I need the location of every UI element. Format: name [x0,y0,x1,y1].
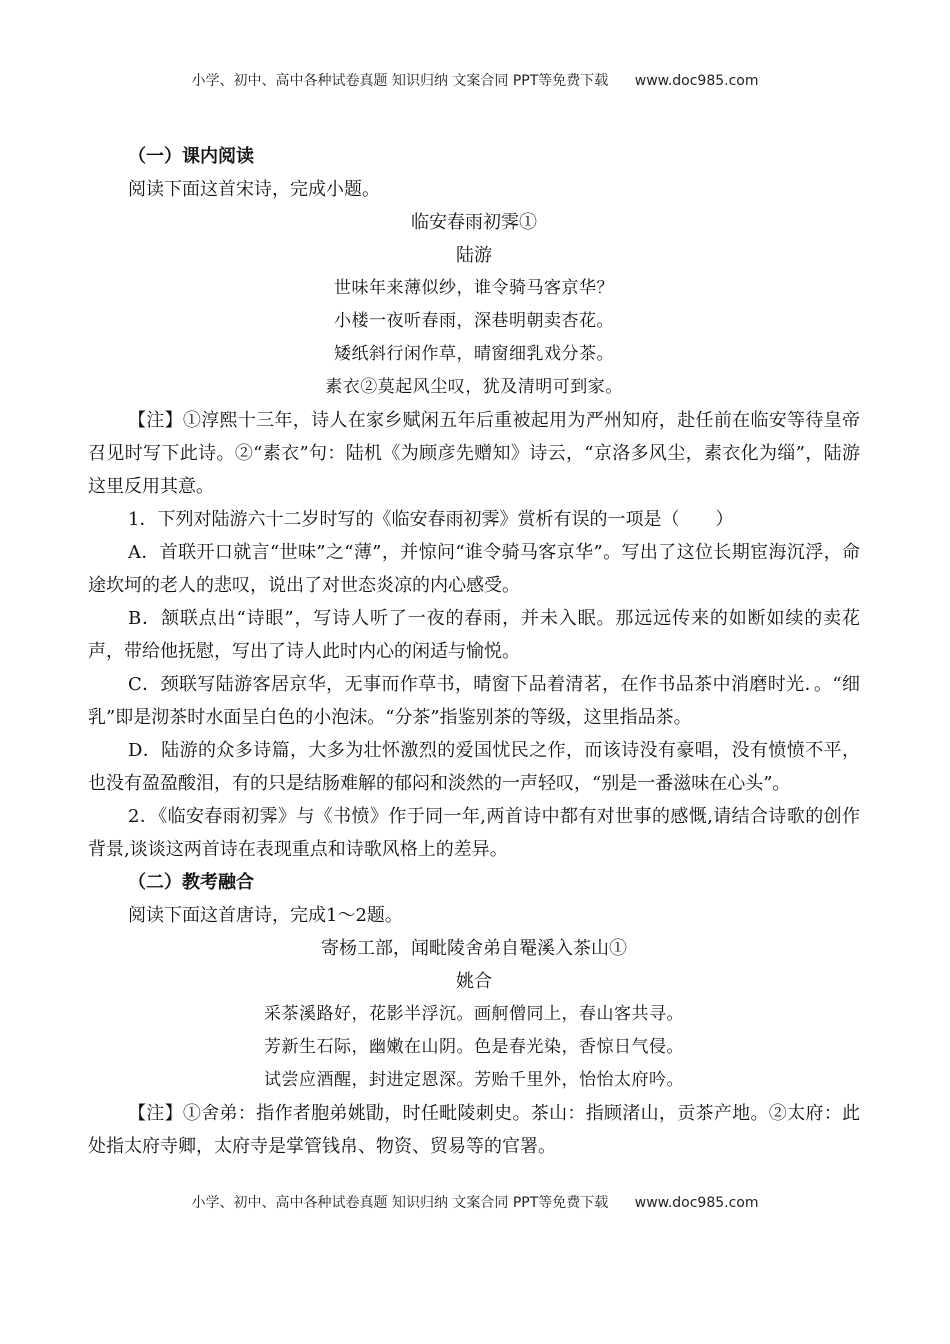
footer-text: 小学、初中、高中各种试卷真题 知识归纳 文案合同 PPT等免费下载 [191,1195,609,1211]
poem1-note: 【注】①淳熙十三年，诗人在家乡赋闲五年后重被起用为严州知府，赴任前在临安等待皇帝召见时写下此诗。②“素衣”句：陆机《为顾彦先赠知》诗云，“京洛多风尘，素衣化为缁”，陆游这里反用其意。 [88,410,860,497]
section1-heading: （一）课内阅读 [128,146,254,167]
page-header [0,70,950,90]
section2-heading: （二）教考融合 [128,872,254,893]
header-url[interactable]: www.doc985.com [634,73,759,89]
option-c: C．颈联写陆游客居京华，无事而作草书，晴窗下品着清茗，在作书品茶中消磨时光．。“细乳”即是沏茶时水面呈白色的小泡沫。“分茶”指鉴别茶的等级，这里指品茶。 [88,674,860,728]
poem2-line: 芳新生石际，幽嫩在山阴。色是春光染，香惊日气侵。 [264,1037,684,1057]
section1-intro: 阅读下面这首宋诗，完成小题。 [128,179,380,200]
poem1-title: 临安春雨初霁① [411,212,537,233]
document-body [88,140,860,1163]
poem1-line: 小楼一夜听春雨，深巷明朝卖杏花。 [334,311,614,331]
poem1-line: 世味年来薄似纱，谁令骑马客京华？ [334,278,614,298]
question-2: 2．《临安春雨初霁》与《书愤》作于同一年,两首诗中都有对世事的感慨,请结合诗歌的创作背景,谈谈这两首诗在表现重点和诗歌风格上的差异。 [88,806,860,860]
poem2-line: 采茶溪路好，花影半浮沉。画舸僧同上，春山客共寻。 [264,1004,684,1024]
section2-intro: 阅读下面这首唐诗，完成1～2题。 [128,905,403,926]
option-a: A．首联开口就言“世味”之“薄”，并惊问“谁令骑马客京华”。写出了这位长期宦海沉浮，命途坎坷的老人的悲叹，说出了对世态炎凉的内心感受。 [88,542,860,596]
poem2-line: 试尝应酒醒，封进定恩深。芳贻千里外，怡怡太府吟。 [264,1070,684,1090]
poem2-author: 姚合 [456,971,492,992]
option-d: D．陆游的众多诗篇，大多为壮怀激烈的爱国忧民之作，而该诗没有豪唱，没有愤愤不平，也没有盈盈酸泪，有的只是结肠难解的郁闷和淡然的一声轻叹，“别是一番滋味在心头”。 [88,740,860,794]
header-text: 小学、初中、高中各种试卷真题 知识归纳 文案合同 PPT等免费下载 [191,73,609,89]
poem2-note: 【注】①舍弟：指作者胞弟姚勖，时任毗陵刺史。茶山：指顾渚山，贡茶产地。②太府：此处指太府寺卿，太府寺是掌管钱帛、物资、贸易等的官署。 [88,1103,860,1157]
question-1: 1．下列对陆游六十二岁时写的《临安春雨初霁》赏析有误的一项是（ ） [128,509,734,530]
option-b: B．颔联点出“诗眼”，写诗人听了一夜的春雨，并未入眠。那远远传来的如断如续的卖花声，带给他抚慰，写出了诗人此时内心的闲适与愉悦。 [88,608,860,662]
page-footer [0,1192,950,1212]
poem1-line: 素衣②莫起风尘叹，犹及清明可到家。 [325,377,623,397]
poem1-author: 陆游 [456,245,492,266]
footer-url[interactable]: www.doc985.com [634,1195,759,1211]
poem2-title: 寄杨工部，闻毗陵舍弟自罨溪入茶山① [321,938,627,959]
poem1-line: 矮纸斜行闲作草，晴窗细乳戏分茶。 [334,344,614,364]
